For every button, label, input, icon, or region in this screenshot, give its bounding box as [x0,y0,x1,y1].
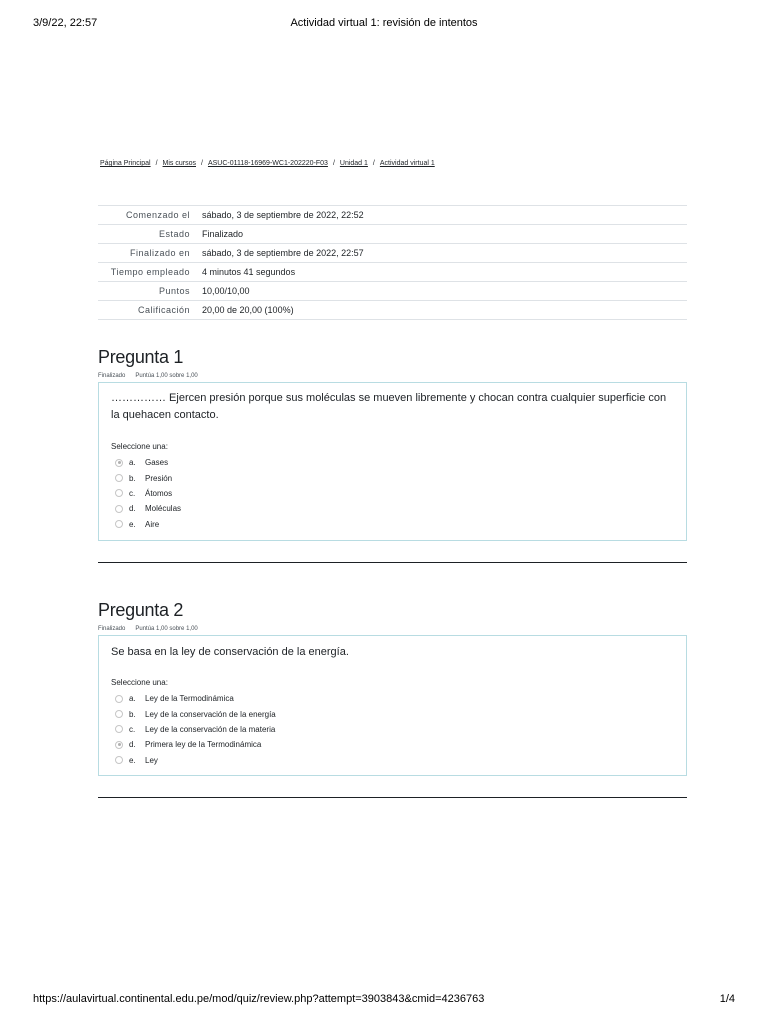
summary-value: 4 minutos 41 segundos [202,267,296,277]
answer-text: Ley [145,755,158,765]
answer-letter: c. [129,724,136,734]
summary-label: Comenzado el [125,210,190,220]
attempt-summary-table [98,205,687,320]
question-divider [98,797,687,798]
summary-label: Puntos [158,286,190,296]
answer-letter: a. [129,458,136,468]
question-divider [98,562,687,563]
question-text: Se basa en la ley de conservación de la energía. [111,646,349,658]
print-url: https://aulavirtual.continental.edu.pe/mod/quiz/review.php?attempt=3903843&cmid=4236763 [33,993,485,1005]
radio-icon[interactable] [115,489,123,497]
summary-row [98,206,687,225]
answer-prompt: Seleccione una: [111,678,168,687]
answer-letter: d. [129,504,136,514]
print-title: Actividad virtual 1: revisión de intentos [290,17,478,29]
answer-option[interactable] [115,486,181,501]
summary-value: Finalizado [202,229,244,239]
answer-option[interactable] [115,517,181,532]
summary-row [98,225,687,244]
question-grade: Puntúa 1,00 sobre 1,00 [135,626,198,632]
question-2-title: Pregunta 2 [98,600,184,620]
summary-value: sábado, 3 de septiembre de 2022, 22:52 [202,210,364,220]
radio-checked-icon[interactable] [115,741,123,749]
answer-text: Aire [145,519,160,529]
answer-text: Ley de la Termodinámica [145,694,234,704]
radio-icon[interactable] [115,756,123,764]
answer-option[interactable] [115,501,181,516]
answer-option[interactable] [115,691,276,706]
answer-letter: e. [129,519,136,529]
summary-label: Tiempo empleado [110,267,190,277]
breadcrumb-home[interactable]: Página Principal [100,160,151,167]
summary-row [98,282,687,301]
answer-letter: c. [129,488,136,498]
answer-option[interactable] [115,737,276,752]
answer-list [115,455,181,532]
answer-text: Átomos [145,488,173,498]
question-2-content [98,635,687,776]
question-2-info [98,626,198,632]
breadcrumb-activity[interactable]: Actividad virtual 1 [379,160,435,167]
answer-letter: a. [129,694,136,704]
radio-icon[interactable] [115,725,123,733]
print-footer [0,993,768,1007]
radio-icon[interactable] [115,710,123,718]
answer-option[interactable] [115,455,181,470]
question-1-info [98,373,198,379]
question-state: Finalizado [98,626,126,632]
question-grade: Puntúa 1,00 sobre 1,00 [135,373,198,379]
answer-option[interactable] [115,753,276,768]
answer-letter: d. [129,740,136,750]
answer-prompt: Seleccione una: [111,442,168,451]
question-1-content [98,382,687,541]
radio-icon[interactable] [115,695,123,703]
answer-text: Moléculas [145,504,182,514]
radio-icon[interactable] [115,505,123,513]
answer-option[interactable] [115,470,181,485]
answer-letter: b. [129,709,136,719]
question-text: …………… Ejercen presión porque sus moléculas se mueven libremente y chocan contra cualquier superficie con la quehacen contacto. [111,392,667,421]
radio-icon[interactable] [115,474,123,482]
summary-row [98,263,687,282]
breadcrumb-course[interactable]: ASUC-01118-16969-WC1-202220-F03 [207,160,328,167]
breadcrumb-my-courses[interactable]: Mis cursos [162,160,196,167]
summary-value: 20,00 de 20,00 (100%) [202,305,294,315]
answer-text: Presión [145,473,173,483]
answer-text: Gases [145,458,169,468]
answer-option[interactable] [115,706,276,721]
answer-letter: e. [129,755,136,765]
radio-icon[interactable] [115,520,123,528]
answer-text: Primera ley de la Termodinámica [145,740,262,750]
summary-label: Finalizado en [129,248,190,258]
question-state: Finalizado [98,373,126,379]
radio-checked-icon[interactable] [115,459,123,467]
summary-row [98,244,687,263]
answer-option[interactable] [115,722,276,737]
breadcrumb: Página Principal / Mis cursos / ASUC-01118-16969-WC1-202220-F03 / Unidad 1 / Actividad virtual 1 [100,160,435,167]
answer-text: Ley de la conservación de la materia [145,724,276,734]
summary-value: 10,00/10,00 [202,286,250,296]
answer-list [115,691,276,768]
print-page-number: 1/4 [719,993,735,1005]
question-1-title: Pregunta 1 [98,347,184,367]
answer-text: Ley de la conservación de la energía [145,709,276,719]
print-date: 3/9/22, 22:57 [33,17,98,29]
print-header [0,17,768,31]
summary-value: sábado, 3 de septiembre de 2022, 22:57 [202,248,364,258]
breadcrumb-unit[interactable]: Unidad 1 [339,160,368,167]
summary-label: Calificación [137,305,190,315]
answer-letter: b. [129,473,136,483]
summary-label: Estado [158,229,190,239]
summary-row [98,301,687,320]
